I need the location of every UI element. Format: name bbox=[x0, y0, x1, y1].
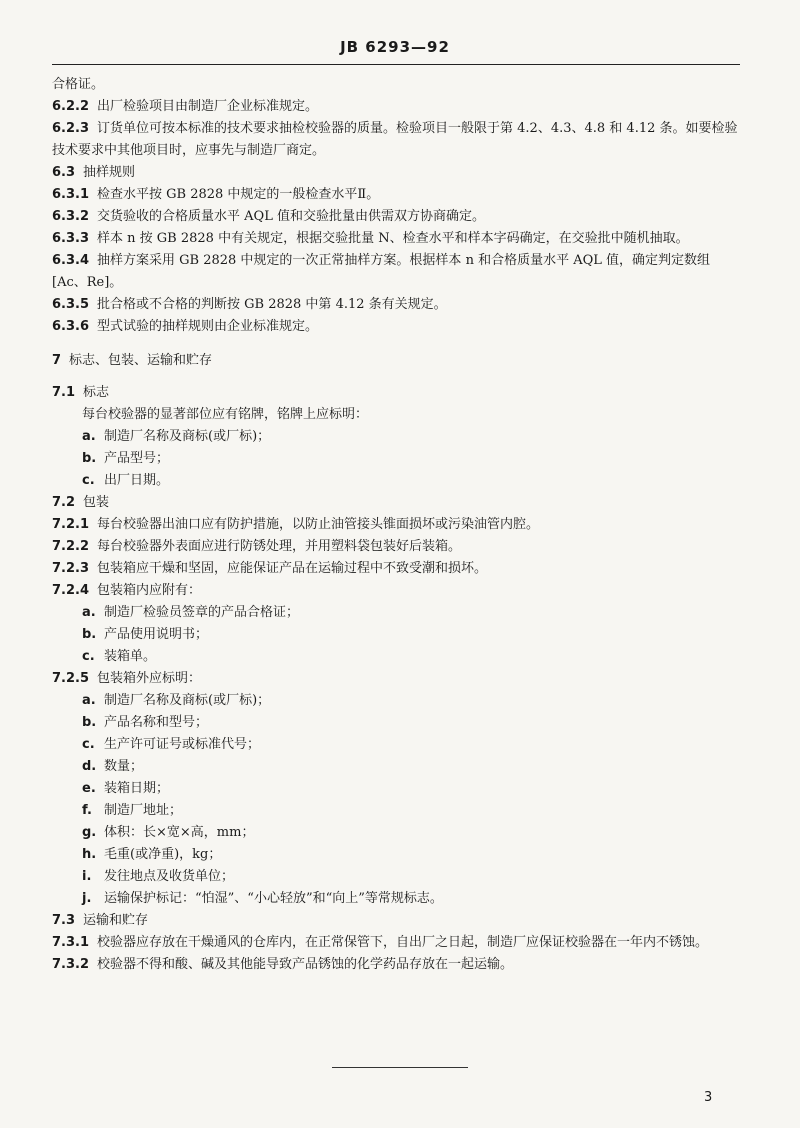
clause-text: 包装箱应干燥和坚固，应能保证产品在运输过程中不致受潮和损坏。 bbox=[97, 561, 488, 576]
footer-rule bbox=[332, 1067, 468, 1068]
clause-text: 包装 bbox=[83, 495, 110, 510]
list-item bbox=[52, 822, 740, 844]
clause-paragraph bbox=[52, 954, 740, 976]
clause-text: 每台校验器外表面应进行防锈处理，并用塑料袋包装好后装箱。 bbox=[97, 539, 462, 554]
page-number: 3 bbox=[704, 1090, 713, 1105]
list-item bbox=[52, 712, 740, 734]
clause-number: 7.3.1 bbox=[52, 935, 90, 950]
clause-paragraph bbox=[52, 294, 740, 316]
clause-paragraph bbox=[52, 910, 740, 932]
clause-number: 7.2.1 bbox=[52, 517, 90, 532]
clause-text: 每台校验器出油口应有防护措施，以防止油管接头锥面损坏或污染油管内腔。 bbox=[97, 517, 540, 532]
clause-text: 制造厂检验员签章的产品合格证； bbox=[104, 605, 300, 620]
clause-number: 7 bbox=[52, 353, 62, 368]
clause-text: 运输保护标记：“怕湿”、“小心轻放”和“向上”等常规标志。 bbox=[104, 891, 443, 906]
clause-text: 装箱日期； bbox=[104, 781, 170, 796]
clause-text: 发往地点及收货单位； bbox=[104, 869, 235, 884]
clause-text: 运输和贮存 bbox=[83, 913, 149, 928]
list-item-letter: c. bbox=[82, 649, 95, 664]
clause-text: 包装箱内应附有： bbox=[97, 583, 202, 598]
clause-paragraph bbox=[52, 118, 740, 162]
clause-number: 6.3.5 bbox=[52, 297, 90, 312]
list-item-letter: d. bbox=[82, 759, 97, 774]
list-item-letter: b. bbox=[82, 627, 97, 642]
list-item bbox=[52, 734, 740, 756]
clause-text: 抽样规则 bbox=[83, 165, 136, 180]
clause-paragraph bbox=[52, 184, 740, 206]
clause-number: 7.3 bbox=[52, 913, 76, 928]
clause-text: 包装箱外应标明： bbox=[97, 671, 202, 686]
list-item-letter: g. bbox=[82, 825, 97, 840]
clause-text: 订货单位可按本标准的技术要求抽检校验器的质量。检验项目一般限于第 4.2、4.3、4.8 和 4.12 条。如要检验技术要求中其他项目时，应事先与制造厂商定。 bbox=[52, 121, 738, 158]
clause-paragraph bbox=[52, 536, 740, 558]
list-item-letter: b. bbox=[82, 451, 97, 466]
clause-number: 6.3.2 bbox=[52, 209, 90, 224]
document-number-header: JB 6293—92 bbox=[340, 38, 450, 56]
clause-paragraph bbox=[52, 492, 740, 514]
clause-paragraph bbox=[52, 206, 740, 228]
list-item-letter: a. bbox=[82, 605, 96, 620]
list-item bbox=[52, 624, 740, 646]
clause-text: 批合格或不合格的判断按 GB 2828 中第 4.12 条有关规定。 bbox=[97, 297, 447, 312]
clause-number: 7.2.2 bbox=[52, 539, 90, 554]
clause-number: 7.2.4 bbox=[52, 583, 90, 598]
clause-text: 交货验收的合格质量水平 AQL 值和交验批量由供需双方协商确定。 bbox=[97, 209, 485, 224]
clause-number: 6.2.3 bbox=[52, 121, 90, 136]
clause-number: 7.1 bbox=[52, 385, 76, 400]
clause-paragraph bbox=[52, 558, 740, 580]
clause-text: 产品名称和型号； bbox=[104, 715, 209, 730]
clause-text: 制造厂名称及商标(或厂标)； bbox=[104, 693, 271, 708]
list-item bbox=[52, 800, 740, 822]
list-item bbox=[52, 646, 740, 668]
clause-number: 6.3.4 bbox=[52, 253, 90, 268]
clause-text: 每台校验器的显著部位应有铭牌，铭牌上应标明： bbox=[82, 407, 369, 422]
clause-text: 标志、包装、运输和贮存 bbox=[69, 353, 213, 368]
clause-text: 校验器不得和酸、碱及其他能导致产品锈蚀的化学药品存放在一起运输。 bbox=[97, 957, 514, 972]
clause-number: 7.2.5 bbox=[52, 671, 90, 686]
clause-text: 数量； bbox=[104, 759, 144, 774]
clause-text: 制造厂地址； bbox=[104, 803, 183, 818]
list-item bbox=[52, 448, 740, 470]
clause-paragraph bbox=[52, 316, 740, 338]
list-item-letter: i. bbox=[82, 869, 92, 884]
clause-text: 体积：长×宽×高，mm； bbox=[104, 825, 255, 840]
clause-text: 生产许可证号或标准代号； bbox=[104, 737, 261, 752]
clause-number: 7.2.3 bbox=[52, 561, 90, 576]
clause-paragraph bbox=[52, 668, 740, 690]
document-body bbox=[52, 74, 740, 976]
paragraph-intro bbox=[52, 404, 740, 426]
clause-text: 产品型号； bbox=[104, 451, 170, 466]
list-item-letter: a. bbox=[82, 693, 96, 708]
clause-number: 6.3.6 bbox=[52, 319, 90, 334]
list-item bbox=[52, 426, 740, 448]
section-heading bbox=[52, 350, 740, 372]
list-item-letter: a. bbox=[82, 429, 96, 444]
clause-text: 标志 bbox=[83, 385, 110, 400]
list-item-letter: b. bbox=[82, 715, 97, 730]
clause-paragraph bbox=[52, 96, 740, 118]
clause-number: 6.3 bbox=[52, 165, 76, 180]
list-item bbox=[52, 888, 740, 910]
list-item-letter: f. bbox=[82, 803, 92, 818]
clause-paragraph bbox=[52, 228, 740, 250]
clause-paragraph bbox=[52, 514, 740, 536]
clause-number: 6.3.3 bbox=[52, 231, 90, 246]
list-item-letter: c. bbox=[82, 737, 95, 752]
clause-paragraph bbox=[52, 580, 740, 602]
list-item bbox=[52, 470, 740, 492]
clause-number: 6.2.2 bbox=[52, 99, 90, 114]
clause-text: 出厂日期。 bbox=[104, 473, 170, 488]
list-item-letter: h. bbox=[82, 847, 97, 862]
clause-text: 检查水平按 GB 2828 中规定的一般检查水平Ⅱ。 bbox=[97, 187, 380, 202]
list-item bbox=[52, 756, 740, 778]
header-rule bbox=[52, 64, 740, 65]
list-item-letter: c. bbox=[82, 473, 95, 488]
clause-text: 装箱单。 bbox=[104, 649, 157, 664]
clause-text: 样本 n 按 GB 2828 中有关规定，根据交验批量 N、检查水平和样本字码确定，在交验批中随机抽取。 bbox=[97, 231, 689, 246]
list-item bbox=[52, 602, 740, 624]
paragraph-continuation bbox=[52, 74, 740, 96]
list-item bbox=[52, 866, 740, 888]
list-item bbox=[52, 690, 740, 712]
clause-text: 抽样方案采用 GB 2828 中规定的一次正常抽样方案。根据样本 n 和合格质量水平 AQL 值，确定判定数组[Ac、Re]。 bbox=[52, 253, 711, 290]
list-item bbox=[52, 778, 740, 800]
clause-paragraph bbox=[52, 382, 740, 404]
clause-paragraph bbox=[52, 162, 740, 184]
clause-text: 校验器应存放在干燥通风的仓库内，在正常保管下，自出厂之日起，制造厂应保证校验器在一年内不锈蚀。 bbox=[97, 935, 709, 950]
clause-number: 7.2 bbox=[52, 495, 76, 510]
clause-text: 出厂检验项目由制造厂企业标准规定。 bbox=[97, 99, 319, 114]
clause-text: 毛重(或净重)，kg； bbox=[104, 847, 222, 862]
clause-paragraph bbox=[52, 250, 740, 294]
clause-number: 6.3.1 bbox=[52, 187, 90, 202]
clause-number: 7.3.2 bbox=[52, 957, 90, 972]
clause-paragraph bbox=[52, 932, 740, 954]
clause-text: 制造厂名称及商标(或厂标)； bbox=[104, 429, 271, 444]
clause-text: 型式试验的抽样规则由企业标准规定。 bbox=[97, 319, 319, 334]
clause-text: 合格证。 bbox=[52, 77, 105, 92]
clause-text: 产品使用说明书； bbox=[104, 627, 209, 642]
list-item bbox=[52, 844, 740, 866]
list-item-letter: j. bbox=[82, 891, 92, 906]
list-item-letter: e. bbox=[82, 781, 96, 796]
